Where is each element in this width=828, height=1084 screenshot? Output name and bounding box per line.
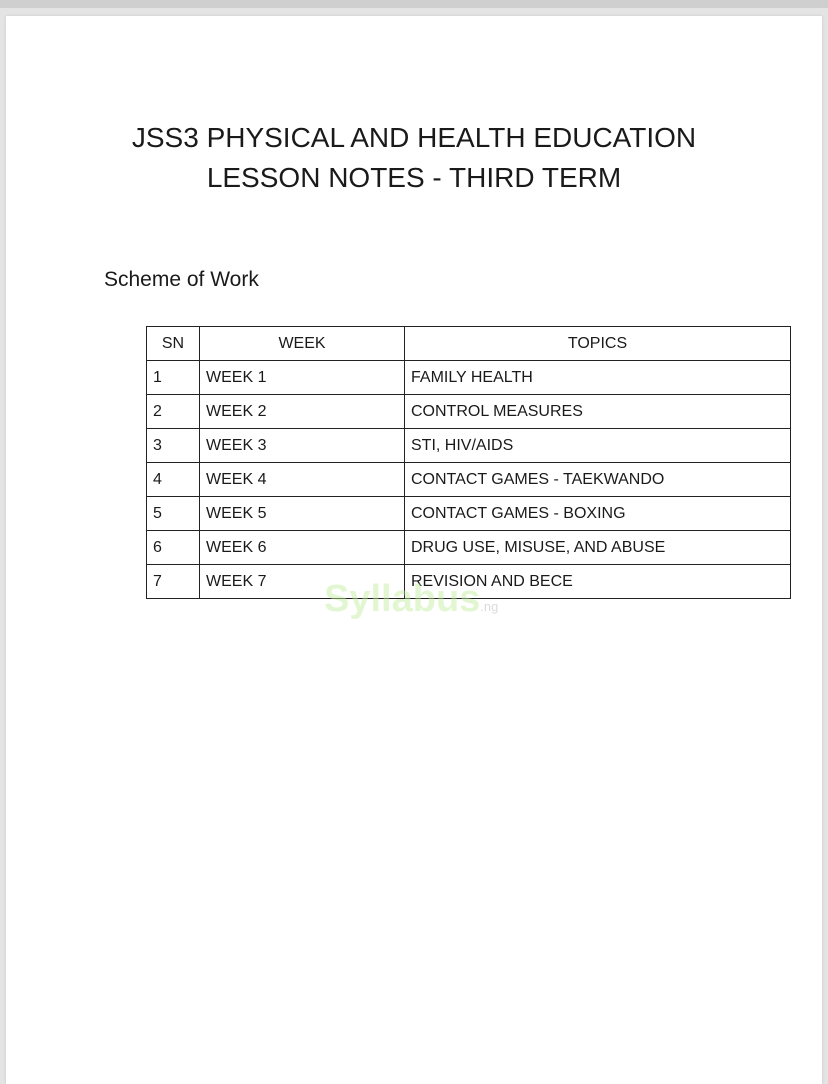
cell-week: WEEK 5: [200, 497, 405, 531]
cell-week: WEEK 6: [200, 531, 405, 565]
scheme-of-work-table: [146, 326, 791, 599]
table-row: [147, 531, 791, 565]
title-line-1: JSS3 PHYSICAL AND HEALTH EDUCATION: [131, 122, 697, 153]
cell-topic: CONTACT GAMES - BOXING: [405, 497, 791, 531]
header-topics: TOPICS: [405, 327, 791, 361]
watermark-suffix: .ng: [480, 599, 499, 614]
cell-week: WEEK 7: [200, 565, 405, 599]
section-heading: Scheme of Work: [104, 268, 259, 291]
title-line-2: LESSON NOTES - THIRD TERM: [206, 162, 622, 193]
cell-topic: DRUG USE, MISUSE, AND ABUSE: [405, 531, 791, 565]
cell-sn: 7: [147, 565, 200, 599]
header-week: WEEK: [200, 327, 405, 361]
cell-topic: STI, HIV/AIDS: [405, 429, 791, 463]
document-title: [6, 118, 822, 198]
cell-topic: REVISION AND BECE: [405, 565, 791, 599]
cell-sn: 5: [147, 497, 200, 531]
cell-sn: 3: [147, 429, 200, 463]
cell-sn: 6: [147, 531, 200, 565]
document-page: [6, 16, 822, 1084]
cell-sn: 2: [147, 395, 200, 429]
table-row: [147, 565, 791, 599]
cell-topic: CONTACT GAMES - TAEKWANDO: [405, 463, 791, 497]
cell-sn: 1: [147, 361, 200, 395]
table-row: [147, 395, 791, 429]
watermark-text: Syllabus: [324, 578, 481, 620]
viewer-top-strip: [0, 0, 828, 8]
table-row: [147, 497, 791, 531]
table-row: [147, 429, 791, 463]
table-row: [147, 361, 791, 395]
cell-week: WEEK 2: [200, 395, 405, 429]
cell-topic: CONTROL MEASURES: [405, 395, 791, 429]
header-sn: SN: [147, 327, 200, 361]
table-header-row: [147, 327, 791, 361]
table-row: [147, 463, 791, 497]
cell-topic: FAMILY HEALTH: [405, 361, 791, 395]
cell-week: WEEK 4: [200, 463, 405, 497]
cell-week: WEEK 1: [200, 361, 405, 395]
cell-week: WEEK 3: [200, 429, 405, 463]
cell-sn: 4: [147, 463, 200, 497]
